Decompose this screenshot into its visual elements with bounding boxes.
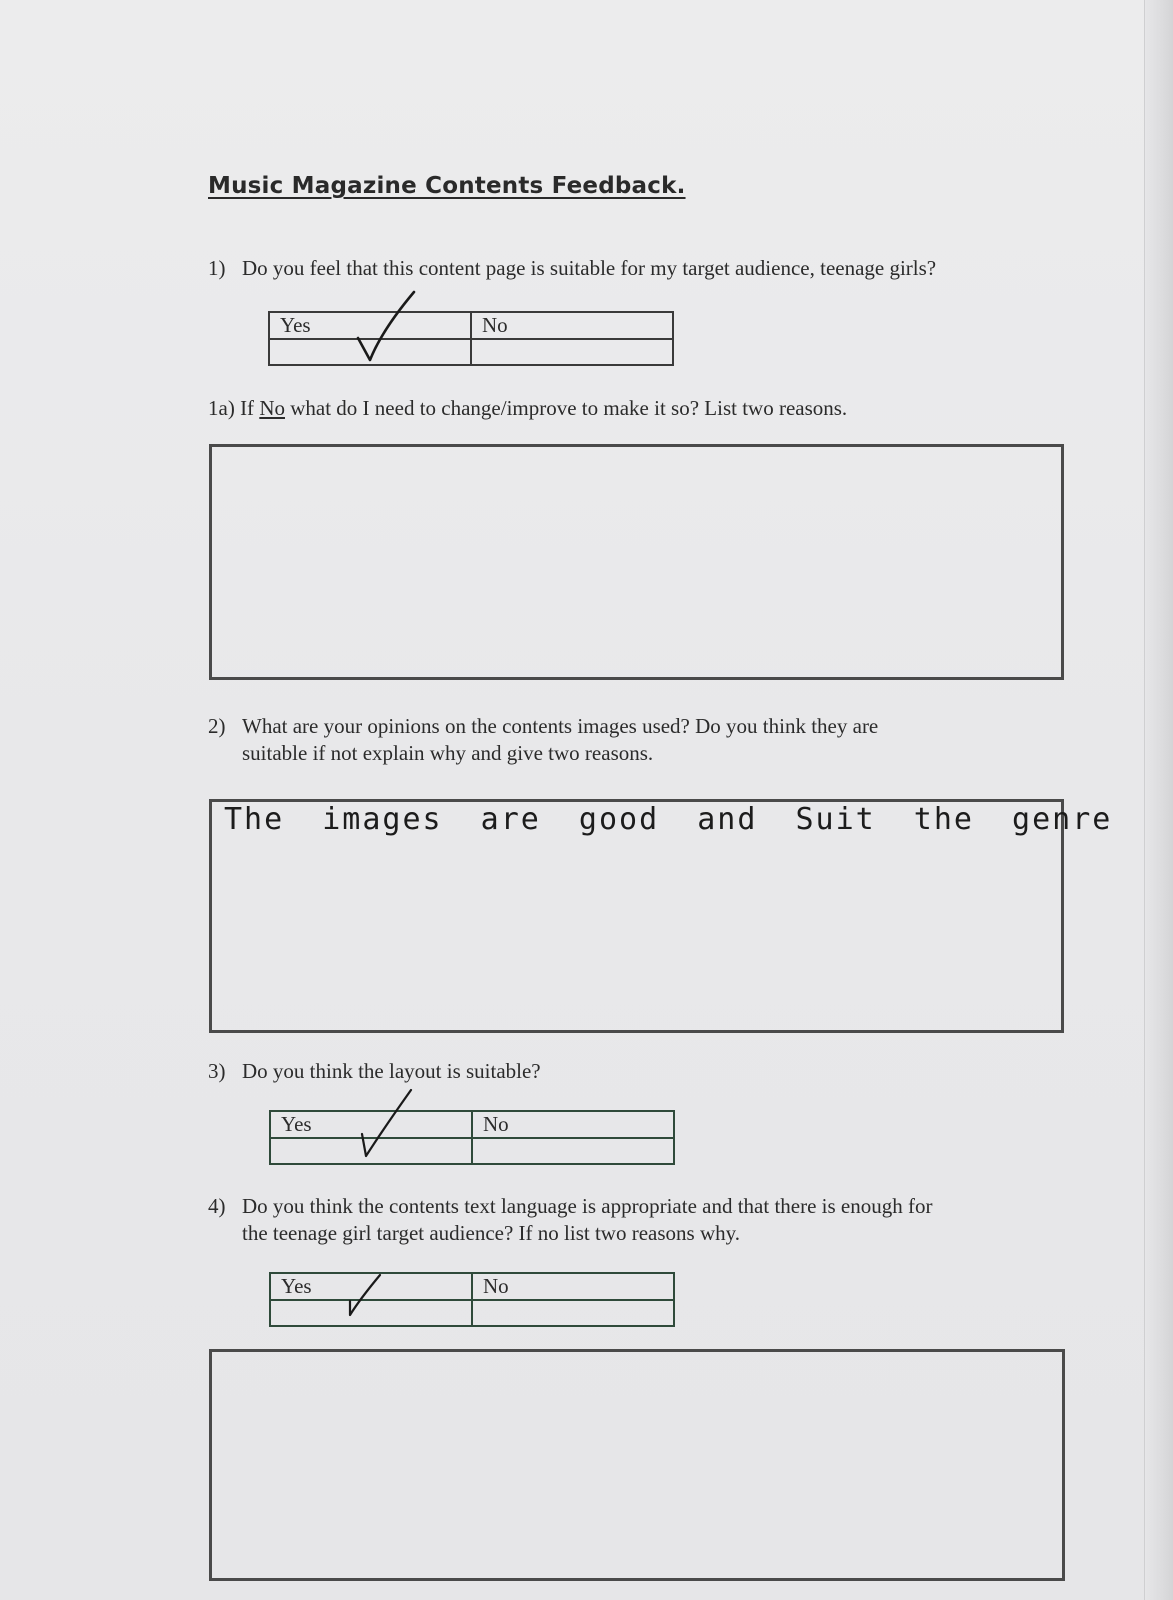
- question-1-answer-table: [268, 311, 674, 366]
- question-1a-rest: what do I need to change/improve to make it so? List two reasons.: [284, 396, 848, 420]
- yes-label: Yes: [270, 1111, 472, 1138]
- answer-box-1a[interactable]: [209, 444, 1064, 680]
- handwritten-answer-2: The images are good and Suit the genre: [224, 802, 1113, 837]
- no-label: No: [471, 312, 673, 339]
- question-4: [208, 1193, 932, 1247]
- question-4-number: 4): [208, 1194, 226, 1218]
- no-label: No: [472, 1273, 674, 1300]
- page-title: Music Magazine Contents Feedback.: [208, 173, 686, 199]
- yes-label: Yes: [270, 1273, 472, 1300]
- question-1-number: 1): [208, 256, 226, 280]
- question-1: [208, 255, 936, 282]
- question-3-number: 3): [208, 1059, 226, 1083]
- no-check-cell[interactable]: [471, 339, 673, 365]
- question-3-answer-table: [269, 1110, 675, 1165]
- answer-box-4[interactable]: [209, 1349, 1065, 1581]
- checkmark-icon: [344, 1273, 384, 1318]
- yes-label: Yes: [269, 312, 471, 339]
- question-3-text: Do you think the layout is suitable?: [242, 1059, 541, 1083]
- question-1a-underlined: No: [259, 396, 285, 420]
- checkmark-icon: [356, 1088, 416, 1160]
- question-2-line-2: suitable if not explain why and give two reasons.: [242, 741, 654, 765]
- question-1a: [208, 395, 847, 422]
- answer-box-2[interactable]: [209, 799, 1113, 1033]
- page-edge: [1144, 0, 1173, 1600]
- question-2-number: 2): [208, 714, 226, 738]
- question-4-line-2: the teenage girl target audience? If no list two reasons why.: [242, 1221, 740, 1245]
- question-2-line-1: What are your opinions on the contents images used? Do you think they are: [242, 714, 879, 738]
- question-1a-prefix: 1a) If: [208, 396, 260, 420]
- question-4-answer-table: [269, 1272, 675, 1327]
- question-1-text: Do you feel that this content page is suitable for my target audience, teenage girls?: [242, 256, 937, 280]
- question-2: [208, 713, 878, 767]
- no-check-cell[interactable]: [472, 1300, 674, 1326]
- no-check-cell[interactable]: [472, 1138, 674, 1164]
- question-4-line-1: Do you think the contents text language is appropriate and that there is enough for: [242, 1194, 933, 1218]
- no-label: No: [472, 1111, 674, 1138]
- question-3: [208, 1058, 541, 1085]
- checkmark-icon: [352, 290, 422, 365]
